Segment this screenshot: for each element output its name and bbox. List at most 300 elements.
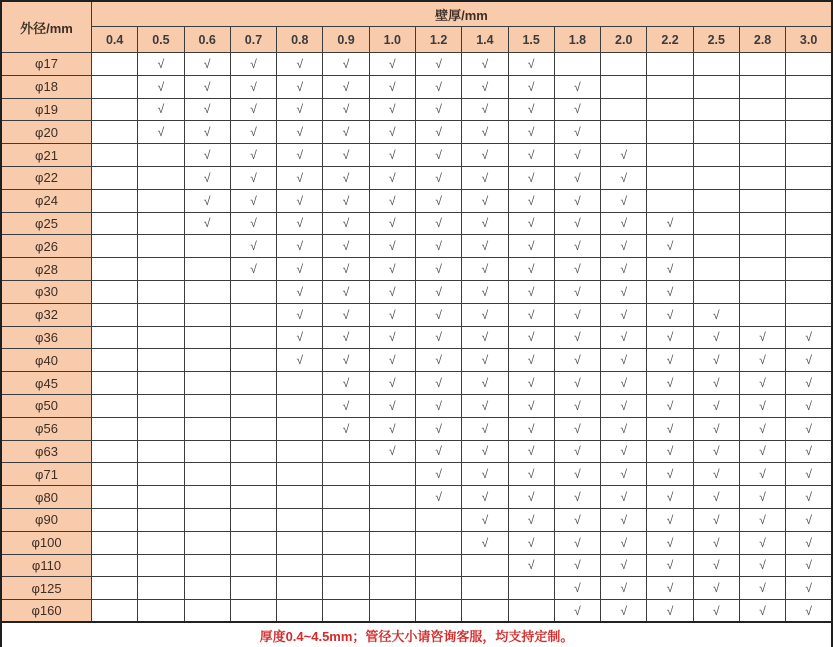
empty-cell xyxy=(92,212,138,235)
empty-cell xyxy=(92,326,138,349)
empty-cell xyxy=(138,189,184,212)
empty-cell xyxy=(184,258,230,281)
empty-cell xyxy=(277,440,323,463)
availability-check-cell: √ xyxy=(323,417,369,440)
empty-cell xyxy=(693,121,739,144)
availability-check-cell: √ xyxy=(601,189,647,212)
availability-check-cell: √ xyxy=(415,463,461,486)
diameter-label: φ110 xyxy=(1,554,92,577)
empty-cell xyxy=(786,280,832,303)
availability-check-cell: √ xyxy=(647,326,693,349)
availability-check-cell: √ xyxy=(415,212,461,235)
availability-check-cell: √ xyxy=(647,577,693,600)
empty-cell xyxy=(92,486,138,509)
empty-cell xyxy=(92,189,138,212)
availability-check-cell: √ xyxy=(554,531,600,554)
empty-cell xyxy=(277,463,323,486)
empty-cell xyxy=(786,258,832,281)
availability-check-cell: √ xyxy=(601,486,647,509)
availability-check-cell: √ xyxy=(277,258,323,281)
empty-cell xyxy=(138,417,184,440)
availability-check-cell: √ xyxy=(786,417,832,440)
availability-check-cell: √ xyxy=(277,144,323,167)
availability-check-cell: √ xyxy=(462,531,508,554)
diameter-label: φ26 xyxy=(1,235,92,258)
availability-check-cell: √ xyxy=(369,235,415,258)
availability-check-cell: √ xyxy=(786,577,832,600)
empty-cell xyxy=(693,212,739,235)
diameter-label: φ40 xyxy=(1,349,92,372)
availability-check-cell: √ xyxy=(462,53,508,76)
thickness-column-header: 2.0 xyxy=(601,27,647,53)
availability-check-cell: √ xyxy=(508,440,554,463)
availability-check-cell: √ xyxy=(693,554,739,577)
empty-cell xyxy=(92,394,138,417)
empty-cell xyxy=(230,463,276,486)
availability-check-cell: √ xyxy=(508,144,554,167)
availability-check-cell: √ xyxy=(601,258,647,281)
availability-check-cell: √ xyxy=(323,75,369,98)
availability-check-cell: √ xyxy=(647,280,693,303)
empty-cell xyxy=(739,235,785,258)
availability-check-cell: √ xyxy=(323,303,369,326)
availability-check-cell: √ xyxy=(415,121,461,144)
spec-row xyxy=(1,303,832,326)
spec-row xyxy=(1,486,832,509)
empty-cell xyxy=(138,326,184,349)
empty-cell xyxy=(92,303,138,326)
availability-check-cell: √ xyxy=(323,326,369,349)
diameter-label: φ22 xyxy=(1,166,92,189)
availability-check-cell: √ xyxy=(554,144,600,167)
spec-row xyxy=(1,53,832,76)
thickness-column-header: 1.8 xyxy=(554,27,600,53)
empty-cell xyxy=(786,121,832,144)
diameter-label: φ100 xyxy=(1,531,92,554)
empty-cell xyxy=(739,75,785,98)
spec-row xyxy=(1,189,832,212)
availability-check-cell: √ xyxy=(415,189,461,212)
empty-cell xyxy=(369,463,415,486)
diameter-label: φ50 xyxy=(1,394,92,417)
empty-cell xyxy=(138,166,184,189)
availability-check-cell: √ xyxy=(462,394,508,417)
empty-cell xyxy=(230,280,276,303)
empty-cell xyxy=(369,508,415,531)
availability-check-cell: √ xyxy=(462,166,508,189)
availability-check-cell: √ xyxy=(277,166,323,189)
empty-cell xyxy=(601,53,647,76)
diameter-label: φ45 xyxy=(1,372,92,395)
spec-row xyxy=(1,508,832,531)
availability-check-cell: √ xyxy=(184,144,230,167)
availability-check-cell: √ xyxy=(369,53,415,76)
empty-cell xyxy=(693,166,739,189)
empty-cell xyxy=(138,440,184,463)
availability-check-cell: √ xyxy=(462,372,508,395)
header-row-top xyxy=(1,1,832,27)
availability-check-cell: √ xyxy=(693,508,739,531)
availability-check-cell: √ xyxy=(277,349,323,372)
availability-check-cell: √ xyxy=(786,554,832,577)
availability-check-cell: √ xyxy=(462,486,508,509)
empty-cell xyxy=(230,508,276,531)
empty-cell xyxy=(92,121,138,144)
availability-check-cell: √ xyxy=(415,349,461,372)
diameter-label: φ24 xyxy=(1,189,92,212)
availability-check-cell: √ xyxy=(601,440,647,463)
availability-check-cell: √ xyxy=(739,554,785,577)
availability-check-cell: √ xyxy=(693,440,739,463)
empty-cell xyxy=(277,394,323,417)
availability-check-cell: √ xyxy=(415,280,461,303)
availability-check-cell: √ xyxy=(462,303,508,326)
availability-check-cell: √ xyxy=(369,144,415,167)
empty-cell xyxy=(92,258,138,281)
availability-check-cell: √ xyxy=(554,258,600,281)
availability-check-cell: √ xyxy=(508,417,554,440)
availability-check-cell: √ xyxy=(601,280,647,303)
spec-row xyxy=(1,235,832,258)
empty-cell xyxy=(739,166,785,189)
availability-check-cell: √ xyxy=(647,394,693,417)
availability-check-cell: √ xyxy=(647,349,693,372)
spec-row xyxy=(1,166,832,189)
availability-check-cell: √ xyxy=(369,75,415,98)
availability-check-cell: √ xyxy=(415,53,461,76)
empty-cell xyxy=(415,508,461,531)
empty-cell xyxy=(323,554,369,577)
empty-cell xyxy=(415,600,461,623)
wall-thickness-header: 壁厚/mm xyxy=(92,1,833,27)
availability-check-cell: √ xyxy=(554,440,600,463)
availability-check-cell: √ xyxy=(508,303,554,326)
availability-check-cell: √ xyxy=(786,508,832,531)
availability-check-cell: √ xyxy=(369,440,415,463)
availability-check-cell: √ xyxy=(554,212,600,235)
empty-cell xyxy=(415,554,461,577)
availability-check-cell: √ xyxy=(647,554,693,577)
empty-cell xyxy=(184,303,230,326)
availability-check-cell: √ xyxy=(415,440,461,463)
availability-check-cell: √ xyxy=(323,189,369,212)
availability-check-cell: √ xyxy=(415,486,461,509)
empty-cell xyxy=(554,53,600,76)
availability-check-cell: √ xyxy=(415,144,461,167)
availability-check-cell: √ xyxy=(138,121,184,144)
empty-cell xyxy=(138,280,184,303)
availability-check-cell: √ xyxy=(277,280,323,303)
empty-cell xyxy=(138,463,184,486)
availability-check-cell: √ xyxy=(554,417,600,440)
empty-cell xyxy=(138,235,184,258)
availability-check-cell: √ xyxy=(601,554,647,577)
empty-cell xyxy=(138,554,184,577)
availability-check-cell: √ xyxy=(693,372,739,395)
thickness-column-header: 0.4 xyxy=(92,27,138,53)
empty-cell xyxy=(138,144,184,167)
spec-row xyxy=(1,463,832,486)
availability-check-cell: √ xyxy=(508,508,554,531)
empty-cell xyxy=(693,144,739,167)
empty-cell xyxy=(138,600,184,623)
empty-cell xyxy=(415,577,461,600)
availability-check-cell: √ xyxy=(554,372,600,395)
availability-check-cell: √ xyxy=(323,98,369,121)
availability-check-cell: √ xyxy=(369,303,415,326)
empty-cell xyxy=(230,577,276,600)
availability-check-cell: √ xyxy=(601,463,647,486)
availability-check-cell: √ xyxy=(786,600,832,623)
empty-cell xyxy=(184,349,230,372)
empty-cell xyxy=(184,486,230,509)
availability-check-cell: √ xyxy=(554,394,600,417)
thickness-column-header: 1.4 xyxy=(462,27,508,53)
empty-cell xyxy=(92,554,138,577)
availability-check-cell: √ xyxy=(554,166,600,189)
empty-cell xyxy=(786,189,832,212)
empty-cell xyxy=(786,144,832,167)
availability-check-cell: √ xyxy=(369,394,415,417)
empty-cell xyxy=(92,98,138,121)
availability-check-cell: √ xyxy=(647,258,693,281)
availability-check-cell: √ xyxy=(647,417,693,440)
availability-check-cell: √ xyxy=(277,53,323,76)
diameter-label: φ18 xyxy=(1,75,92,98)
availability-check-cell: √ xyxy=(415,98,461,121)
spec-row xyxy=(1,326,832,349)
availability-check-cell: √ xyxy=(462,235,508,258)
empty-cell xyxy=(693,98,739,121)
availability-check-cell: √ xyxy=(739,326,785,349)
footer-note-cell xyxy=(1,622,832,647)
availability-check-cell: √ xyxy=(693,303,739,326)
spec-row xyxy=(1,121,832,144)
availability-check-cell: √ xyxy=(508,531,554,554)
empty-cell xyxy=(184,372,230,395)
empty-cell xyxy=(323,508,369,531)
empty-cell xyxy=(739,258,785,281)
empty-cell xyxy=(92,440,138,463)
availability-check-cell: √ xyxy=(369,417,415,440)
availability-check-cell: √ xyxy=(277,98,323,121)
availability-check-cell: √ xyxy=(554,75,600,98)
availability-check-cell: √ xyxy=(601,394,647,417)
availability-check-cell: √ xyxy=(739,463,785,486)
availability-check-cell: √ xyxy=(277,121,323,144)
availability-check-cell: √ xyxy=(601,372,647,395)
empty-cell xyxy=(138,486,184,509)
empty-cell xyxy=(462,577,508,600)
availability-check-cell: √ xyxy=(369,212,415,235)
empty-cell xyxy=(369,554,415,577)
availability-check-cell: √ xyxy=(369,349,415,372)
availability-check-cell: √ xyxy=(739,577,785,600)
spec-row xyxy=(1,394,832,417)
availability-check-cell: √ xyxy=(647,212,693,235)
availability-check-cell: √ xyxy=(323,258,369,281)
spec-row xyxy=(1,212,832,235)
availability-check-cell: √ xyxy=(508,121,554,144)
availability-check-cell: √ xyxy=(508,75,554,98)
availability-check-cell: √ xyxy=(601,235,647,258)
availability-check-cell: √ xyxy=(462,144,508,167)
availability-check-cell: √ xyxy=(693,463,739,486)
availability-check-cell: √ xyxy=(554,98,600,121)
table-header xyxy=(1,1,832,53)
availability-check-cell: √ xyxy=(230,258,276,281)
availability-check-cell: √ xyxy=(554,349,600,372)
empty-cell xyxy=(601,121,647,144)
thickness-column-header: 3.0 xyxy=(786,27,832,53)
availability-check-cell: √ xyxy=(693,326,739,349)
empty-cell xyxy=(230,372,276,395)
diameter-label: φ90 xyxy=(1,508,92,531)
availability-check-cell: √ xyxy=(693,349,739,372)
availability-check-cell: √ xyxy=(739,600,785,623)
empty-cell xyxy=(184,326,230,349)
spec-row xyxy=(1,417,832,440)
availability-check-cell: √ xyxy=(323,280,369,303)
thickness-column-header: 1.2 xyxy=(415,27,461,53)
availability-check-cell: √ xyxy=(786,531,832,554)
thickness-column-header: 1.5 xyxy=(508,27,554,53)
empty-cell xyxy=(138,394,184,417)
empty-cell xyxy=(739,280,785,303)
empty-cell xyxy=(739,121,785,144)
availability-check-cell: √ xyxy=(415,166,461,189)
availability-check-cell: √ xyxy=(786,372,832,395)
spec-row xyxy=(1,258,832,281)
availability-check-cell: √ xyxy=(462,463,508,486)
spec-row xyxy=(1,440,832,463)
availability-check-cell: √ xyxy=(739,372,785,395)
availability-check-cell: √ xyxy=(230,53,276,76)
availability-check-cell: √ xyxy=(369,280,415,303)
availability-check-cell: √ xyxy=(184,212,230,235)
diameter-label: φ71 xyxy=(1,463,92,486)
empty-cell xyxy=(739,98,785,121)
availability-check-cell: √ xyxy=(693,577,739,600)
empty-cell xyxy=(92,531,138,554)
empty-cell xyxy=(184,531,230,554)
empty-cell xyxy=(786,75,832,98)
availability-check-cell: √ xyxy=(601,303,647,326)
availability-check-cell: √ xyxy=(323,121,369,144)
diameter-label: φ25 xyxy=(1,212,92,235)
availability-check-cell: √ xyxy=(230,144,276,167)
availability-check-cell: √ xyxy=(554,280,600,303)
availability-check-cell: √ xyxy=(739,531,785,554)
empty-cell xyxy=(323,440,369,463)
availability-check-cell: √ xyxy=(369,98,415,121)
availability-check-cell: √ xyxy=(138,98,184,121)
empty-cell xyxy=(184,600,230,623)
availability-check-cell: √ xyxy=(508,166,554,189)
availability-check-cell: √ xyxy=(786,326,832,349)
availability-check-cell: √ xyxy=(786,486,832,509)
empty-cell xyxy=(230,600,276,623)
diameter-label: φ30 xyxy=(1,280,92,303)
availability-check-cell: √ xyxy=(277,189,323,212)
availability-check-cell: √ xyxy=(462,98,508,121)
availability-check-cell: √ xyxy=(415,75,461,98)
availability-check-cell: √ xyxy=(230,75,276,98)
availability-check-cell: √ xyxy=(323,372,369,395)
availability-check-cell: √ xyxy=(739,394,785,417)
availability-check-cell: √ xyxy=(647,372,693,395)
empty-cell xyxy=(92,463,138,486)
empty-cell xyxy=(647,144,693,167)
thickness-column-header: 2.5 xyxy=(693,27,739,53)
empty-cell xyxy=(92,417,138,440)
diameter-label: φ36 xyxy=(1,326,92,349)
empty-cell xyxy=(277,508,323,531)
availability-check-cell: √ xyxy=(601,166,647,189)
availability-check-cell: √ xyxy=(508,258,554,281)
availability-check-cell: √ xyxy=(554,486,600,509)
empty-cell xyxy=(693,75,739,98)
empty-cell xyxy=(786,303,832,326)
availability-check-cell: √ xyxy=(369,166,415,189)
availability-check-cell: √ xyxy=(508,280,554,303)
empty-cell xyxy=(230,531,276,554)
empty-cell xyxy=(693,235,739,258)
empty-cell xyxy=(693,258,739,281)
empty-cell xyxy=(230,326,276,349)
availability-check-cell: √ xyxy=(508,235,554,258)
empty-cell xyxy=(230,349,276,372)
diameter-label: φ28 xyxy=(1,258,92,281)
empty-cell xyxy=(184,417,230,440)
spec-row xyxy=(1,600,832,623)
availability-check-cell: √ xyxy=(508,326,554,349)
diameter-label: φ63 xyxy=(1,440,92,463)
empty-cell xyxy=(92,144,138,167)
availability-check-cell: √ xyxy=(554,463,600,486)
empty-cell xyxy=(184,508,230,531)
availability-check-cell: √ xyxy=(647,600,693,623)
empty-cell xyxy=(184,440,230,463)
availability-check-cell: √ xyxy=(184,189,230,212)
availability-check-cell: √ xyxy=(647,235,693,258)
outer-diameter-header: 外径/mm xyxy=(1,1,92,53)
availability-check-cell: √ xyxy=(508,372,554,395)
spec-row xyxy=(1,144,832,167)
availability-check-cell: √ xyxy=(230,189,276,212)
availability-check-cell: √ xyxy=(693,531,739,554)
availability-check-cell: √ xyxy=(184,75,230,98)
availability-check-cell: √ xyxy=(647,508,693,531)
availability-check-cell: √ xyxy=(277,235,323,258)
availability-check-cell: √ xyxy=(647,303,693,326)
header-row-thickness-values xyxy=(1,27,832,53)
empty-cell xyxy=(92,75,138,98)
availability-check-cell: √ xyxy=(462,417,508,440)
availability-check-cell: √ xyxy=(184,53,230,76)
empty-cell xyxy=(323,531,369,554)
availability-check-cell: √ xyxy=(601,326,647,349)
empty-cell xyxy=(230,303,276,326)
empty-cell xyxy=(462,554,508,577)
empty-cell xyxy=(230,417,276,440)
spec-row xyxy=(1,531,832,554)
empty-cell xyxy=(277,486,323,509)
empty-cell xyxy=(786,166,832,189)
empty-cell xyxy=(739,212,785,235)
availability-check-cell: √ xyxy=(462,258,508,281)
empty-cell xyxy=(647,166,693,189)
